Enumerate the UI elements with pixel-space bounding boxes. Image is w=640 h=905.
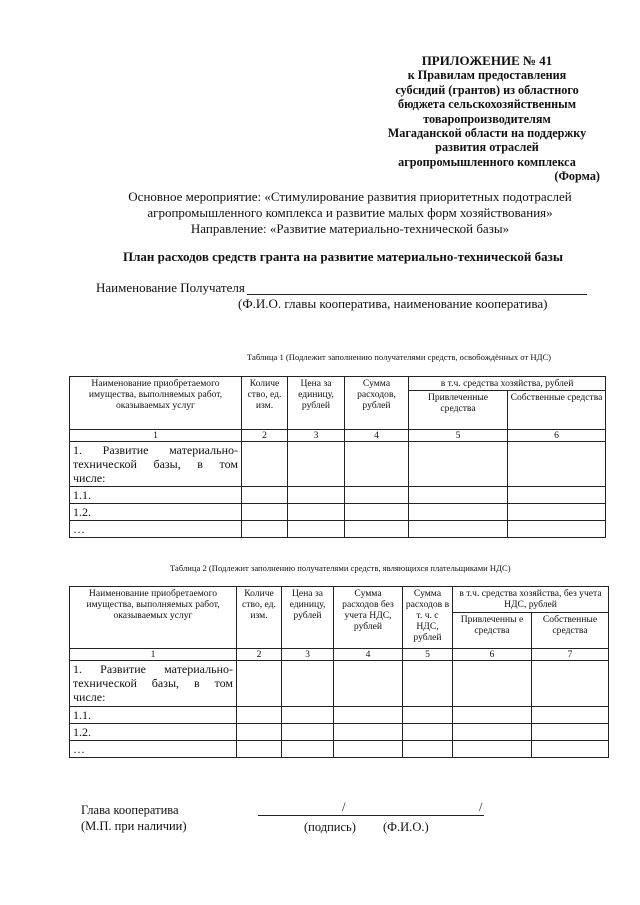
table1-header-group: в т.ч. средства хозяйства, рублей <box>409 377 606 391</box>
row-label-part: числе: <box>73 471 106 485</box>
table-cell <box>334 741 403 758</box>
table1-row-label: 1.1. <box>70 487 242 504</box>
table-cell <box>532 724 609 741</box>
appendix-line: Магаданской области на поддержку <box>387 126 587 141</box>
event-line: Основное мероприятие: «Стимулирование развития приоритетных подотраслей <box>128 189 572 204</box>
table2-header-sum-vat: Сумма расходов в т. ч. с НДС, рублей <box>403 587 453 649</box>
table-cell <box>409 487 508 504</box>
table1-header-name: Наименование приобретаемого имущества, выполняемых работ, оказываемых услуг <box>70 377 242 430</box>
table1-col-number: 3 <box>288 430 345 442</box>
signature-line <box>258 815 484 816</box>
signature-slash: / <box>479 800 483 814</box>
signature-slash: / <box>342 800 346 814</box>
table-cell <box>453 707 532 724</box>
table2-header-price: Цена за единицу, рублей <box>282 587 334 649</box>
table-cell <box>532 741 609 758</box>
appendix-line: агропромышленного комплекса <box>398 154 576 169</box>
appendix-line: бюджета сельскохозяйственным <box>397 97 577 112</box>
table2-header-attracted: Привлеченны е средства <box>453 613 532 649</box>
table-cell <box>345 521 409 538</box>
table2-col-number: 4 <box>334 649 403 661</box>
table-cell <box>453 661 532 707</box>
table-row <box>70 521 606 538</box>
table2-header-name: Наименование приобретаемого имущества, выполняемых работ, оказываемых услуг <box>70 587 237 649</box>
table2-row-label <box>70 661 237 707</box>
table1-header-price: Цена за единицу, рублей <box>288 377 345 430</box>
table-row <box>70 487 606 504</box>
event-line: агропромышленного комплекса и развитие малых форм хозяйствования» <box>147 205 553 220</box>
table-row <box>70 442 606 487</box>
table1-col-number: 2 <box>242 430 288 442</box>
table-cell <box>508 504 606 521</box>
form-note: (Форма) <box>554 169 600 184</box>
stamp-note: (М.П. при наличии) <box>81 819 187 833</box>
table2-header-group: в т.ч. средства хозяйства, без учета НДС, рублей <box>453 587 609 613</box>
table-cell <box>345 487 409 504</box>
table1-col-number: 6 <box>508 430 606 442</box>
table-cell <box>282 724 334 741</box>
table-cell <box>282 661 334 707</box>
table1-caption: Таблица 1 (Подлежит заполнению получателями средств, освобождённых от НДС) <box>247 352 552 362</box>
row-label-part: 1. Развитие материально-технической базы, в том <box>73 443 238 471</box>
table-cell <box>345 504 409 521</box>
table-cell <box>532 707 609 724</box>
table1-row-label: 1.2. <box>70 504 242 521</box>
recipient-label: Наименование Получателя <box>96 280 245 295</box>
table-cell <box>242 442 288 487</box>
table1-col-number: 5 <box>409 430 508 442</box>
table-row <box>70 724 609 741</box>
table2-header-own: Собственные средства <box>532 613 609 649</box>
table-cell <box>237 741 282 758</box>
table2-col-number: 5 <box>403 649 453 661</box>
table-row <box>70 504 606 521</box>
table2-row-label: 1.1. <box>70 707 237 724</box>
appendix-line: товаропроизводителям <box>423 111 551 126</box>
table-cell <box>453 741 532 758</box>
table-cell <box>237 661 282 707</box>
appendix-title: ПРИЛОЖЕНИЕ № 41 <box>421 53 553 68</box>
table-cell <box>345 442 409 487</box>
table-row <box>70 741 609 758</box>
table-cell <box>409 442 508 487</box>
table1-row-label <box>70 442 242 487</box>
table-row <box>70 661 609 707</box>
table2-row-label: 1.2. <box>70 724 237 741</box>
table-cell <box>508 442 606 487</box>
name-hint: (Ф.И.О.) <box>383 820 429 834</box>
direction-line: Направление: «Развитие материально-технической базы» <box>190 221 510 236</box>
table-cell <box>242 521 288 538</box>
table-cell <box>288 521 345 538</box>
table2-col-number: 3 <box>282 649 334 661</box>
table2-caption: Таблица 2 (Подлежит заполнению получателями средств, являющихся плательщиками НДС) <box>170 563 511 573</box>
plan-title: План расходов средств гранта на развитие материально-технической базы <box>123 249 563 264</box>
table-cell <box>334 724 403 741</box>
table-cell <box>288 442 345 487</box>
table-cell <box>532 661 609 707</box>
appendix-line: к Правилам предоставления <box>407 68 567 83</box>
table-cell <box>242 487 288 504</box>
table-cell <box>453 724 532 741</box>
table-row <box>70 707 609 724</box>
appendix-header <box>372 54 602 184</box>
table1-col-number: 1 <box>70 430 242 442</box>
table-cell <box>242 504 288 521</box>
appendix-line: субсидий (грантов) из областного <box>395 82 579 97</box>
table1-header-own: Собственные средства <box>508 391 606 430</box>
recipient-hint: (Ф.И.О. главы кооператива, наименование кооператива) <box>238 296 548 311</box>
table-cell <box>403 661 453 707</box>
table1 <box>69 376 606 538</box>
signature-block <box>81 802 187 834</box>
table-cell <box>508 487 606 504</box>
table-cell <box>282 741 334 758</box>
table-cell <box>403 707 453 724</box>
table-cell <box>334 707 403 724</box>
table2-row-label: … <box>70 741 237 758</box>
table1-col-number: 4 <box>345 430 409 442</box>
table1-header-attracted: Привлеченные средства <box>409 391 508 430</box>
table-cell <box>403 741 453 758</box>
table1-header-sum: Сумма расходов, рублей <box>345 377 409 430</box>
table-cell <box>282 707 334 724</box>
table-cell <box>237 707 282 724</box>
table2 <box>69 586 609 758</box>
table-cell <box>288 487 345 504</box>
appendix-line: развития отраслей <box>435 140 539 155</box>
table2-col-number: 1 <box>70 649 237 661</box>
table-cell <box>508 521 606 538</box>
table-cell <box>288 504 345 521</box>
recipient-name-line <box>247 294 587 295</box>
row-label-part: 1. Развитие материально-технической базы, в том <box>73 662 233 690</box>
signature-hint: (подпись) <box>304 820 356 834</box>
head-label: Глава кооператива <box>81 803 179 817</box>
table-cell <box>409 504 508 521</box>
table2-col-number: 2 <box>237 649 282 661</box>
table2-col-number: 6 <box>453 649 532 661</box>
table1-row-label: … <box>70 521 242 538</box>
table-cell <box>409 521 508 538</box>
table1-header-qty: Количе ство, ед. изм. <box>242 377 288 430</box>
table-cell <box>334 661 403 707</box>
table-cell <box>403 724 453 741</box>
table2-header-qty: Количе ство, ед. изм. <box>237 587 282 649</box>
main-event <box>110 189 590 237</box>
row-label-part: числе: <box>73 690 106 704</box>
table-cell <box>237 724 282 741</box>
table2-header-sum-no-vat: Сумма расходов без учета НДС, рублей <box>334 587 403 649</box>
table2-col-number: 7 <box>532 649 609 661</box>
